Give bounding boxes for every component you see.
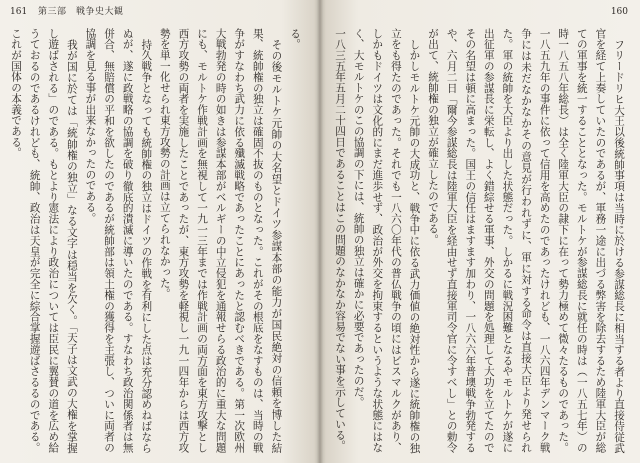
paragraph: フリードリヒ大王以後統帥事項は当時に於ける参謀総長に相当する者より直接侍従武官を経て上奏していたのであるが、軍務一途に出づる弊害を除去するため陸軍大臣が総ての軍事を統一することとなった。モルトケが参謀総長に就任の時は（一八五七年）の時一八五八年総長）は全く陸軍大臣の隷下に在って勢力極めて微々たるものであった。一八五九年の事件に依って信用を高めたのであったけれども、一八六四年デンマーク戦争には未だなかなかその意見が行われずに、軍に対する命令は直接大臣より発せられた。軍の統帥を大臣より出した状態だった。しかるに戦況困難となるやモルトケが遂に出征軍の参謀長に栄転し、よく錯綜せる軍事、外交の問題を処理して大功を立てたのでその名望は頓に高まった。国王の信任はますます加わり、一八六六年普墺戦争勃発するや、六月二日「爾今参謀総長は陸軍大臣を経由せず直接軍司令官に令すべし」との勅令が出て、統帥権の独立が確立したのである。 (427, 28, 625, 453)
right-page (322, 0, 640, 463)
right-page-text (336, 28, 628, 453)
left-page-text (10, 28, 304, 453)
left-page (0, 0, 318, 463)
paragraph: その後モルトケ元帥の大名望とドイツ参謀本部の能力が国民絶対の信頼を博した結果、統帥権の独立は確固不抜のものとなった。これがその根底をなすものは、当時の戦争がすなわち武力に依る殲滅戦略であったことにあったと認むべきである。第一次欧州大戦勃発の時の如きは参謀本部がベルギーの中立侵犯を通報せらる政治的に重大な問題にも、モルトケ作戦計画を無視して一九一三年までは作戦計画の両方面を東方攻撃とし西方攻勢の両者を実施したことであったが、東方攻勢を軽視し一九一四年からは西方攻勢を単一化せられ東方攻勢の計画は立てられなかった。 (158, 28, 283, 453)
paragraph: しかしモルトケ元帥の大成功と、戦争中に依る武力価値の絶対性から遂に統帥権の独立をも得たのであった。それでも一八六〇年代の普仏戦争の頃にはビスマルクがあり、しかもドイツは文化的にまだ進歩せず、政治が外交を拘束するというような状態にはなく、大モルトケのこの協調の下には、統帥の独立は確かに必要であったのだ。 (352, 28, 421, 453)
paragraph: 我が国に於ては「統帥権の独立」なる文字は穏当を欠く。「天子は文武の大権を掌握し遊ばされる」のである。もとより憲法により政治については臣民に翼賛の道を広め給うておるのであるけれども、統帥、政治は天皇が完全に綜合掌握遊ばさるるのである。これが国体の本義である。 (10, 28, 78, 453)
running-head: 第三部 戦争史大観 (38, 7, 124, 17)
page-number-right: 160 (610, 7, 628, 17)
paragraph: る。 (289, 28, 301, 50)
paragraph: 持久戦争となっても統帥権の独立はドイツの作戦を有利にした点は充分認めねばならぬが、遂に政戦略の協調を破り徹底的潰滅に導いたのである。すなわち政治関係者は無併合、無賠償の平和を欲したのであるが統帥部は領土権の獲得を主張し、ついに両者の協調を見る事が出来なかったのである。 (84, 28, 153, 453)
page-number-left: 161 (10, 7, 28, 17)
paragraph: 一八三五年五月二十四日であることはこの問題のなかなか容易でない事を示している。 (334, 28, 347, 452)
